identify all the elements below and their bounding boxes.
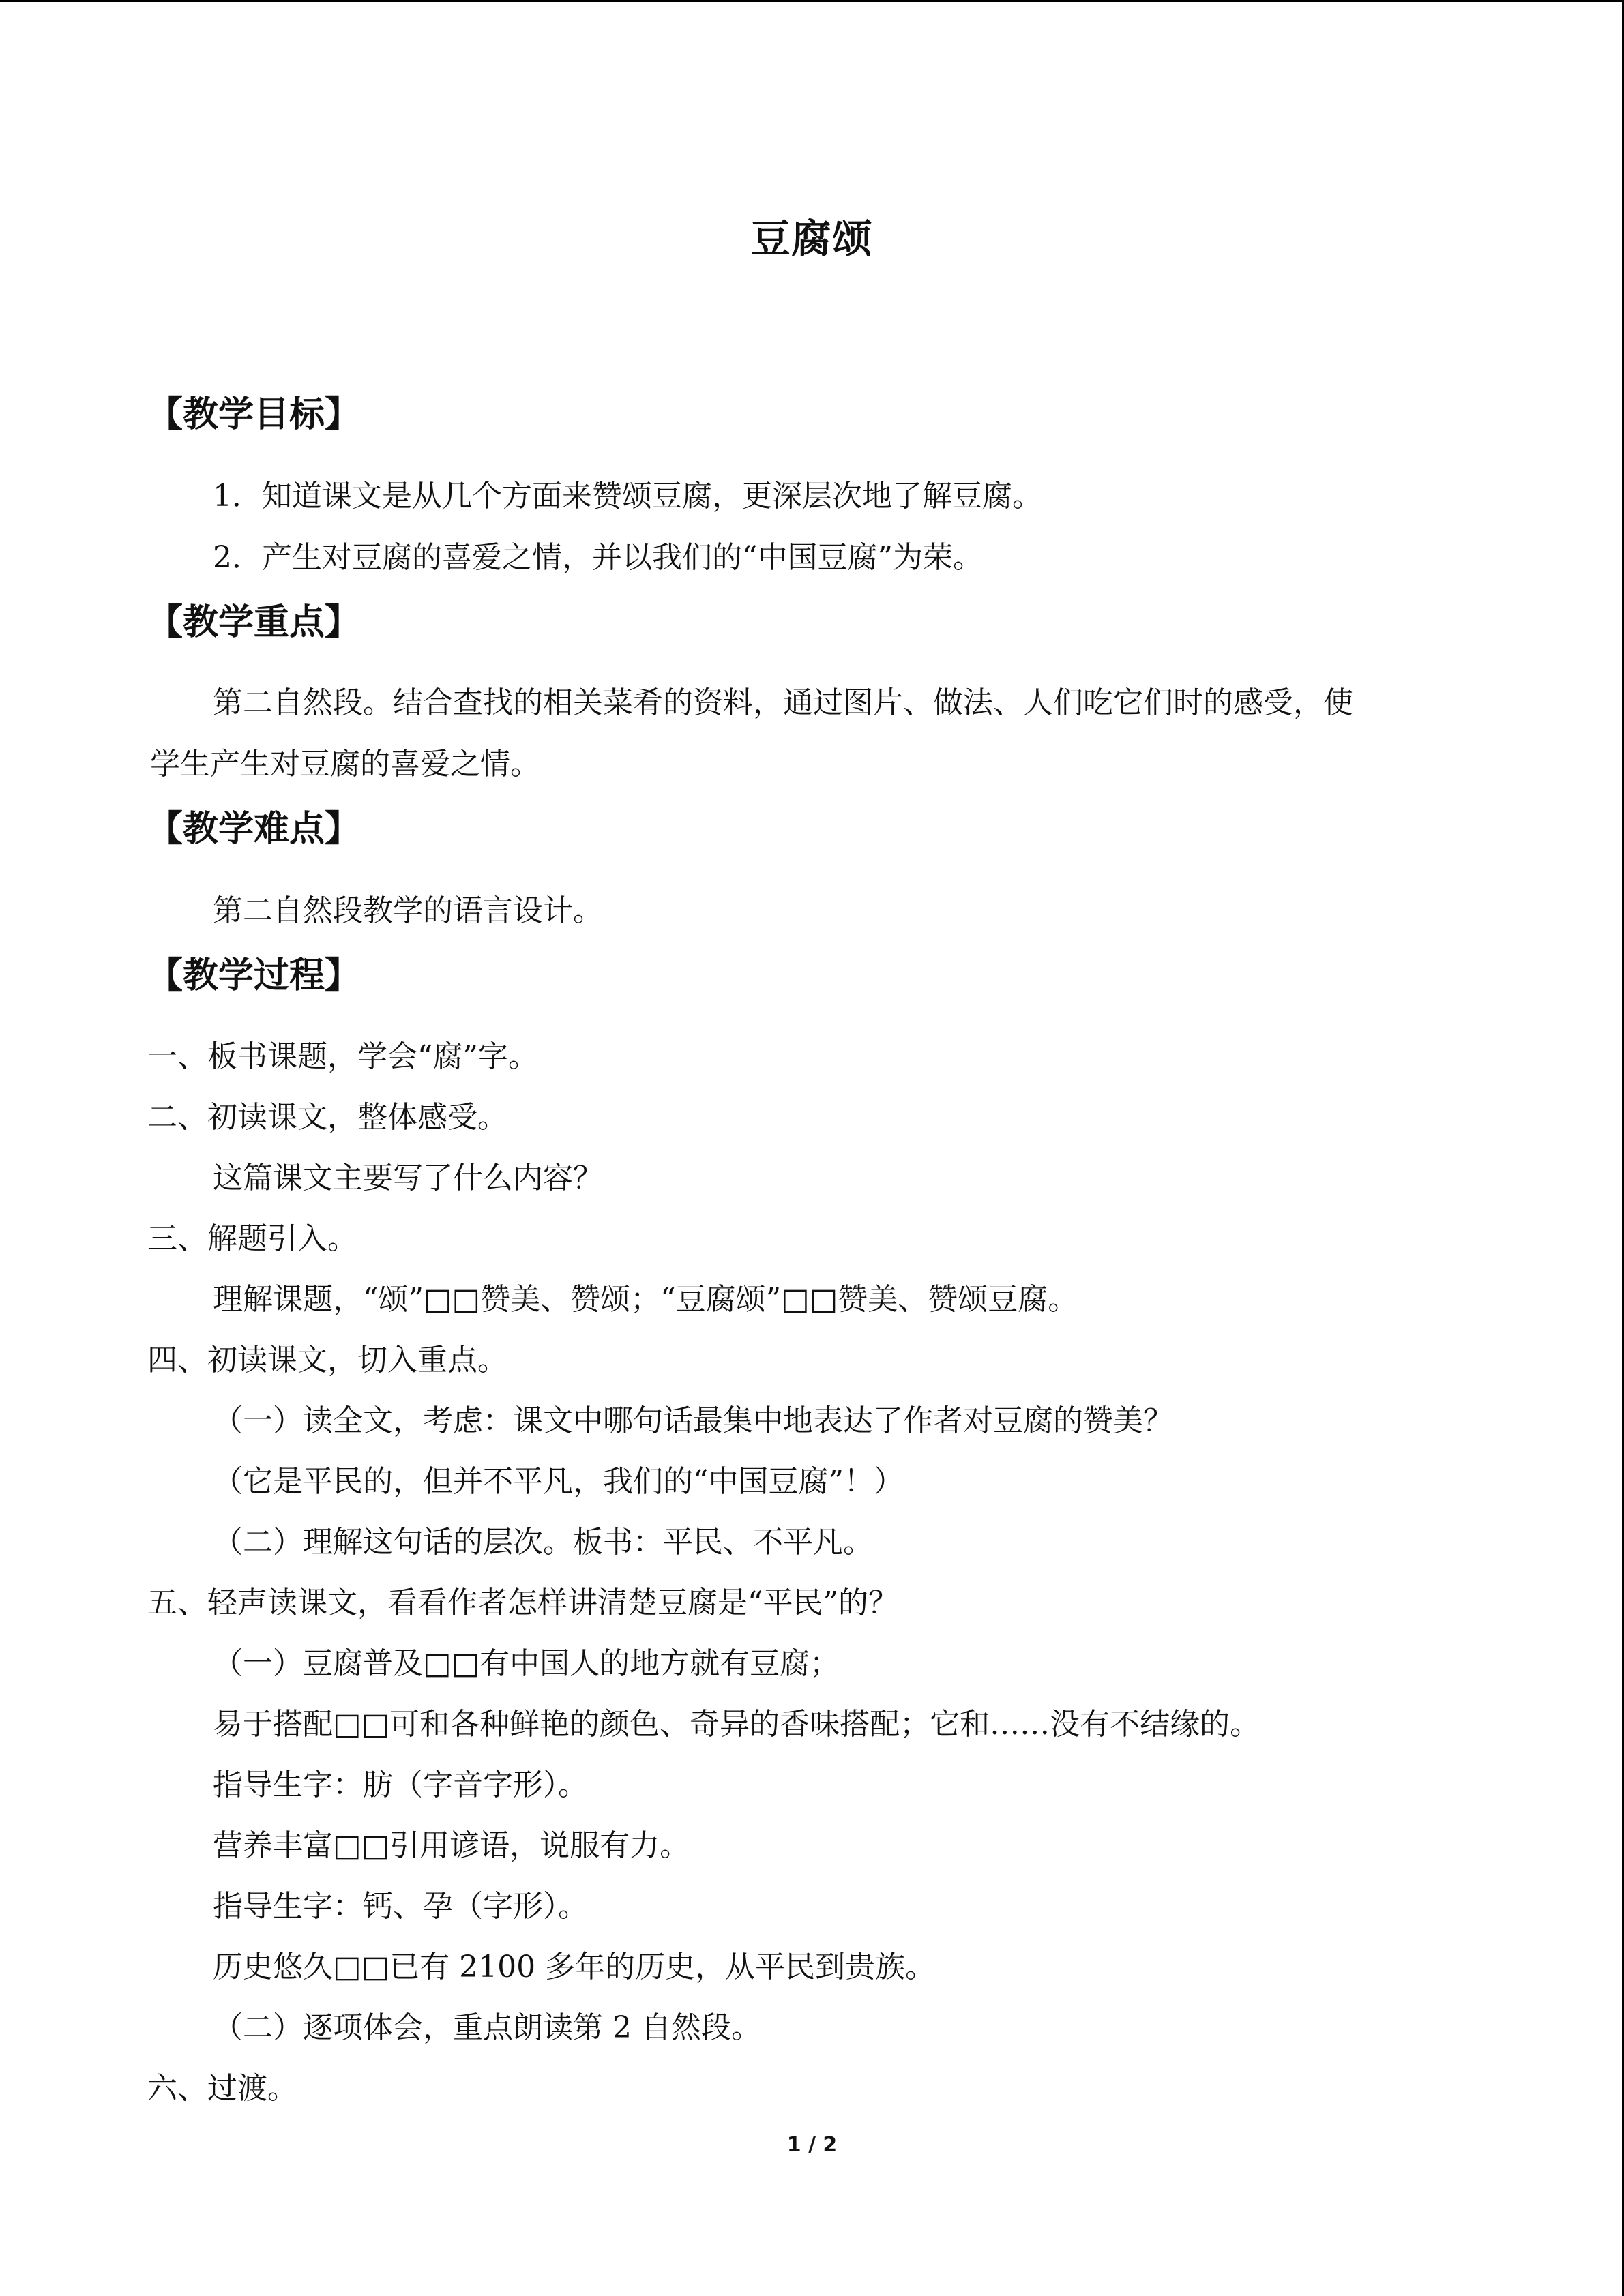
difficulties-line-1: 第二自然段教学的语言设计。: [213, 893, 603, 928]
process-line: 指导生字：钙、孕（字形）。: [213, 1889, 588, 1924]
process-line: 指导生字：肪（字音字形）。: [213, 1768, 588, 1802]
section-heading-key-points: 【教学重点】: [147, 601, 361, 643]
process-line: 三、解题引入。: [147, 1221, 357, 1256]
process-line: 四、初读课文，切入重点。: [147, 1343, 507, 1377]
process-line: 理解课题，“颂”□□赞美、赞颂；“豆腐颂”□□赞美、赞颂豆腐。: [213, 1282, 1078, 1317]
process-line: 二、初读课文，整体感受。: [147, 1100, 507, 1135]
section-heading-process: 【教学过程】: [147, 955, 361, 996]
goal-item-1: 1．知道课文是从几个方面来赞颂豆腐，更深层次地了解豆腐。: [213, 479, 1042, 513]
process-line: （二）逐项体会，重点朗读第 2 自然段。: [213, 2010, 761, 2045]
section-heading-goals: 【教学目标】: [147, 393, 361, 435]
section-heading-difficulties: 【教学难点】: [147, 808, 361, 850]
process-line: （二）理解这句话的层次。板书：平民、不平凡。: [213, 1525, 873, 1560]
process-line: 六、过渡。: [147, 2071, 297, 2106]
process-line: 这篇课文主要写了什么内容？: [213, 1161, 603, 1195]
process-line: （它是平民的，但并不平凡，我们的“中国豆腐”！）: [213, 1464, 904, 1499]
process-line: （一）读全文，考虑：课文中哪句话最集中地表达了作者对豆腐的赞美？: [213, 1403, 1173, 1438]
page-number: 1 / 2: [786, 2133, 838, 2157]
process-line: 五、轻声读课文，看看作者怎样讲清楚豆腐是“平民”的？: [147, 1585, 898, 1620]
document-title: 豆腐颂: [750, 215, 874, 262]
process-line: 历史悠久□□已有 2100 多年的历史，从平民到贵族。: [213, 1950, 936, 1984]
process-line: （一）豆腐普及□□有中国人的地方就有豆腐；: [213, 1646, 840, 1681]
key-points-line-1: 第二自然段。结合查找的相关菜肴的资料，通过图片、做法、人们吃它们时的感受，使: [213, 685, 1353, 720]
key-points-line-2: 学生产生对豆腐的喜爱之情。: [150, 747, 540, 781]
process-line: 一、板书课题，学会“腐”字。: [147, 1039, 538, 1074]
process-line: 易于搭配□□可和各种鲜艳的颜色、奇异的香味搭配；它和……没有不结缘的。: [213, 1707, 1260, 1742]
goal-item-2: 2．产生对豆腐的喜爱之情，并以我们的“中国豆腐”为荣。: [213, 540, 983, 575]
process-line: 营养丰富□□引用谚语，说服有力。: [213, 1828, 690, 1863]
